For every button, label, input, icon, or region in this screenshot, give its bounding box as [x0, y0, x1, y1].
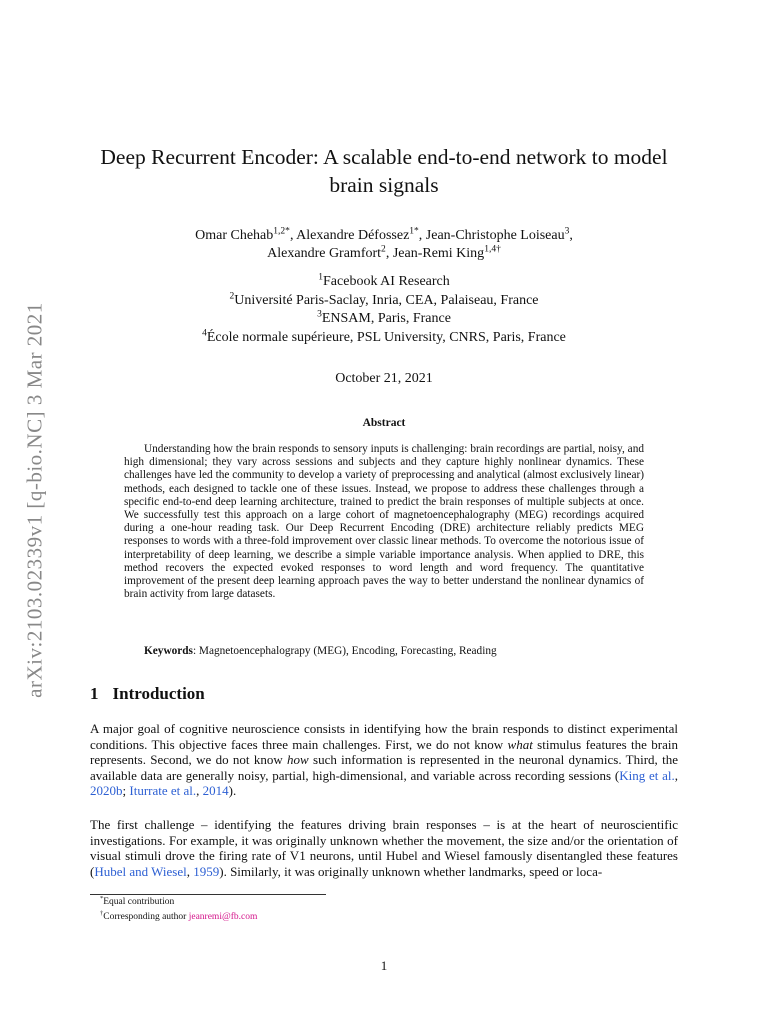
abstract-body: Understanding how the brain responds to sensory inputs is challenging: brain recordings are partial, noisy, and high dimensional; they vary across sessions and subjects and they capture highly nonlinear dynamics. These challenges have led the community to develop a variety of preprocessing and analytical (almost exclusively linear) methods, each designed to tackle one of these issues. Instead, we propose to address these challenges through a specific end-to-end deep learning architecture, trained to predict the brain responses of multiple subjects at once. We successfully test this approach on a large cohort of magnetoencephalography (MEG) recordings acquired during a one-hour reading task. Our Deep Recurrent Encoding (DRE) architecture reliably predicts MEG responses to words with a three-fold improvement over classic linear methods. To overcome the notorious issue of interpretability of deep learning, we describe a simple variable importance analysis. When applied to DRE, this method recovers the expected evoked responses to word length and word frequency. The quantitative improvement of the present deep learning approach paves the way to better understand the nonlinear dynamics of brain activity from large datasets.	[124, 443, 644, 601]
para-text: stimulus features the brain represents. Second, we do not know	[90, 736, 678, 767]
section-title: Introduction	[112, 684, 205, 703]
footnote-text: Equal contribution	[103, 897, 175, 907]
para-emphasis: how	[287, 752, 309, 767]
para-text: ,	[186, 863, 194, 879]
footnote-divider	[90, 894, 326, 895]
affiliation-3	[60, 310, 708, 329]
para-text: ).	[228, 783, 237, 798]
para-text: The first challenge – identifying the features driving brain responses – is at the heart of neuroscientific investigations. For example, it was originally unknown whether the movement, the size and/or the orientation of visual stimuli drove the firing rate of V1 neurons, until Hubel and Wiesel famously disentangled these features (	[90, 817, 678, 879]
author-affil-mark: 1,2*	[273, 226, 290, 237]
author-name: Omar Chehab	[195, 228, 274, 243]
para-text: A major goal of cognitive neuroscience consists in identifying how the brain responds to distinct experimental conditions. This objective faces three main challenges. First, we do not know	[90, 721, 678, 752]
footnote-mark: †	[100, 909, 104, 917]
footnote-text: Corresponding author	[103, 912, 189, 922]
paper-date: October 21, 2021	[335, 371, 433, 386]
footnote-mark: *	[100, 894, 104, 902]
affil-text: Facebook AI Research	[323, 274, 450, 289]
author-affil-mark: 1,4†	[484, 244, 501, 255]
para-text: ;	[122, 783, 130, 798]
author-name: , Alexandre Défossez	[289, 228, 410, 243]
affil-mark: 3	[317, 309, 322, 320]
arxiv-sidebar	[0, 0, 60, 1024]
para-emphasis: what	[507, 736, 533, 752]
author-name: , Jean-Remi King	[385, 246, 485, 261]
intro-paragraph-2	[90, 817, 678, 879]
author-affil-mark: 1*	[409, 226, 419, 237]
affil-mark: 2	[229, 290, 235, 301]
para-text: ,	[674, 767, 678, 783]
title-line-2: brain signals	[329, 173, 439, 197]
author-list	[60, 227, 708, 263]
affil-text: ENSAM, Paris, France	[321, 311, 451, 326]
keywords-line	[144, 645, 497, 657]
affiliation-2	[60, 292, 708, 311]
citation-year-link[interactable]: 2014	[202, 783, 229, 798]
footnote-2	[100, 909, 258, 922]
keywords-text: : Magnetoencephalograpy (MEG), Encoding, Forecasting, Reading	[192, 645, 497, 657]
para-text: such information is represented in the neuronal dynamics. Third, the available data are generally noisy, partial, high-dimensional, and variable across recording sessions (	[90, 752, 678, 783]
section-heading	[90, 684, 205, 704]
section-number: 1	[90, 684, 99, 703]
author-separator: ,	[569, 228, 573, 243]
para-text: ). Similarly, it was originally unknown whether landmarks, speed or loca-	[219, 863, 603, 879]
citation-link[interactable]: Iturrate et al.	[129, 783, 197, 798]
affiliation-4	[60, 329, 708, 348]
author-name: Alexandre Gramfort	[267, 246, 382, 261]
arxiv-identifier: arXiv:2103.02339v1 [q-bio.NC] 3 Mar 2021	[22, 302, 47, 698]
citation-year-link[interactable]: 2020b	[90, 783, 123, 798]
title-line-1: Deep Recurrent Encoder: A scalable end-to-end network to model	[100, 145, 668, 169]
citation-link[interactable]: King et al.	[619, 767, 675, 783]
abstract-heading: Abstract	[362, 417, 406, 429]
page-number: 1	[380, 958, 388, 973]
affil-text: École normale supérieure, PSL University, CNRS, Paris, France	[206, 329, 566, 345]
citation-link[interactable]: Hubel and Wiesel	[94, 863, 187, 879]
affiliation-list	[60, 273, 708, 347]
footnote-1	[100, 894, 175, 907]
author-line-2	[60, 245, 708, 263]
email-link[interactable]: jeanremi@fb.com	[188, 912, 258, 922]
author-line-1	[60, 227, 708, 245]
author-affil-mark: 2	[381, 244, 386, 255]
paper-title	[60, 143, 708, 199]
para-text: ,	[196, 783, 203, 798]
affil-mark: 1	[318, 272, 324, 283]
author-affil-mark: 3	[564, 226, 570, 237]
affil-text: Université Paris-Saclay, Inria, CEA, Palaiseau, France	[234, 292, 539, 308]
affil-mark: 4	[202, 327, 207, 338]
intro-paragraph-1	[90, 721, 678, 799]
keywords-label: Keywords	[144, 645, 193, 657]
affiliation-1	[60, 273, 708, 292]
citation-year-link[interactable]: 1959	[193, 863, 220, 879]
author-name: , Jean-Christophe Loiseau	[418, 228, 565, 243]
